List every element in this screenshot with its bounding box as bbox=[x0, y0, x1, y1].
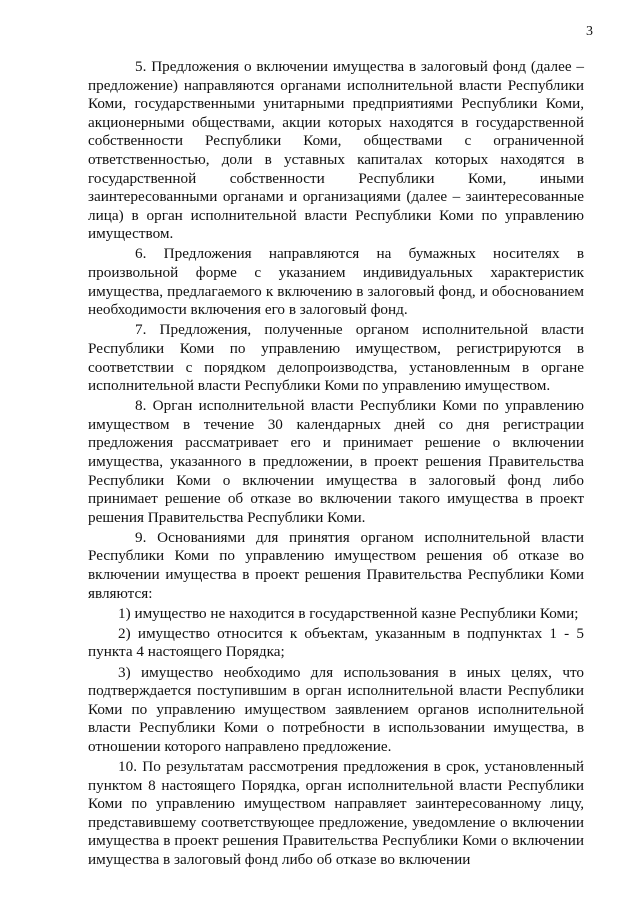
paragraph-8: 8. Орган исполнительной власти Республики Коми по управлению имуществом в течение 30 календарных дней со дня регистрации предложения рассматривает его и принимает решение о включении имущества, указанного в предложении, в проект решения Правительства Республики Коми о включении имущества в залоговый фонд либо принимает решение об отказе во включении такого имущества в проект решения Правительства Республики Коми. bbox=[88, 397, 584, 526]
paragraph-5: 5. Предложения о включении имущества в залоговый фонд (далее – предложение) направляются органами исполнительной власти Республики Коми, государственными унитарными предприятиями Республики Коми, акционерными обществами, акции которых находятся в государственной собственности Республики Коми, обществами с ограниченной ответственностью, доли в уставных капиталах которых находятся в государственной собственности Республики Коми, иными заинтересованными органами и организациями (далее – заинтересованные лица) в орган исполнительной власти Республики Коми по управлению имуществом. bbox=[88, 58, 584, 243]
paragraph-6: 6. Предложения направляются на бумажных носителях в произвольной форме с указанием индивидуальных характеристик имущества, предлагаемого к включению в залоговый фонд, и обоснованием необходимости включения его в залоговый фонд. bbox=[88, 245, 584, 319]
subitem-2: 2) имущество относится к объектам, указанным в подпунктах 1 - 5 пункта 4 настоящего Порядка; bbox=[88, 624, 584, 661]
page-number: 3 bbox=[586, 24, 593, 39]
document-body bbox=[88, 58, 584, 871]
paragraph-7: 7. Предложения, полученные органом исполнительной власти Республики Коми по управлению имуществом, регистрируются в соответствии с порядком делопроизводства, установленным в органе исполнительной власти Республики Коми по управлению имуществом. bbox=[88, 321, 584, 395]
subitem-3: 3) имущество необходимо для использования в иных целях, что подтверждается поступившим в орган исполнительной власти Республики Коми по управлению имуществом заявлением органов исполнительной власти Республики Коми о потребности в использовании имущества, в отношении которого направлено предложение. bbox=[88, 663, 584, 755]
paragraph-9: 9. Основаниями для принятия органом исполнительной власти Республики Коми по управлению имуществом решения об отказе во включении имущества в проект решения Правительства Республики Коми являются: bbox=[88, 528, 584, 602]
paragraph-10: 10. По результатам рассмотрения предложения в срок, установленный пунктом 8 настоящего Порядка, орган исполнительной власти Республики Коми по управлению имуществом направляет заинтересованному лицу, представившему соответствующее предложение, уведомление о включении имущества в проект решения Правительства Республики Коми о включении имущества в залоговый фонд либо об отказе во включении bbox=[88, 757, 584, 868]
subitem-1: 1) имущество не находится в государственной казне Республики Коми; bbox=[118, 604, 579, 622]
